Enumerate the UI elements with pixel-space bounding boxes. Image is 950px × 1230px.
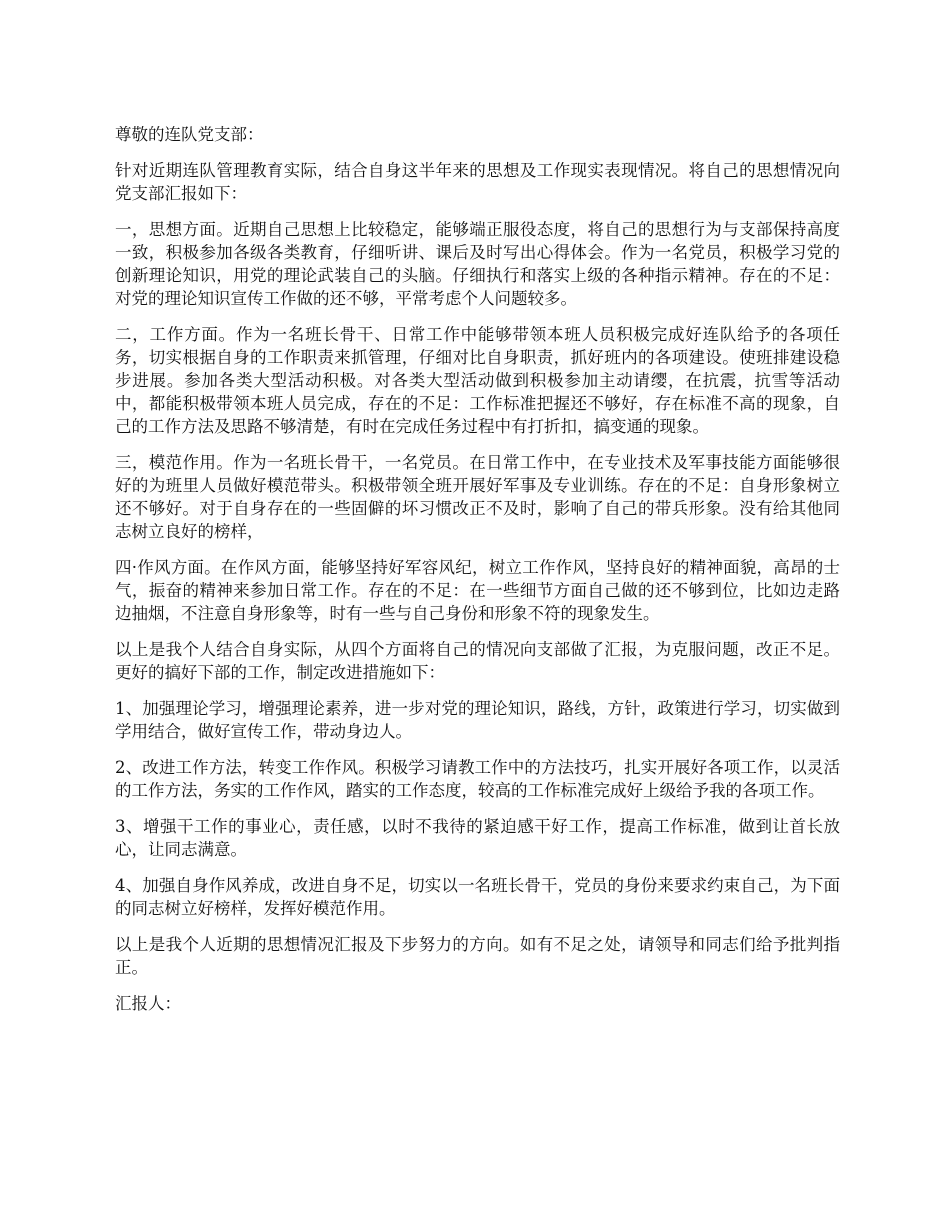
measure-item-2: 2、改进工作方法，转变工作作风。积极学习请教工作中的方法技巧，扎实开展好各项工作，以灵活的工作方法，务实的工作作风，踏实的工作态度，较高的工作标准完成好上级给予我的各项工作。	[115, 758, 840, 800]
paragraph-role-model: 三，模范作用。作为一名班长骨干，一名党员。在日常工作中，在专业技术及军事技能方面能够很好的为班里人员做好模范带头。积极带领全班开展好军事及专业训练。存在的不足：自身形象树立还不够好。对于自身存在的一些固僻的坏习惯改正不及时，影响了自己的带兵形象。没有给其他同志树立良好的榜样，	[115, 453, 840, 541]
paragraph-thought: 一，思想方面。近期自己思想上比较稳定，能够端正服役态度，将自己的思想行为与支部保持高度一致，积极参加各级各类教育，仔细听讲、课后及时写出心得体会。作为一名党员，积极学习党的创新理论知识，用党的理论武装自己的头脑。仔细执行和落实上级的各种指示精神。存在的不足：对党的理论知识宣传工作做的还不够，平常考虑个人问题较多。	[115, 220, 840, 308]
paragraph-intro: 针对近期连队管理教育实际，结合自身这半年来的思想及工作现实表现情况。将自己的思想情况向党支部汇报如下：	[115, 161, 840, 203]
paragraph-conduct: 四·作风方面。在作风方面，能够坚持好军容风纪，树立工作作风，坚持良好的精神面貌，高昂的士气，振奋的精神来参加日常工作。存在的不足：在一些细节方面自己做的还不够到位，比如边走路边抽烟，不注意自身形象等，时有一些与自己身份和形象不符的现象发生。	[115, 558, 840, 623]
paragraph-work: 二，工作方面。作为一名班长骨干、日常工作中能够带领本班人员积极完成好连队给予的各项任务，切实根据自身的工作职责来抓管理，仔细对比自身职责，抓好班内的各项建设。使班排建设稳步进展。参加各类大型活动积极。对各类大型活动做到积极参加主动请缨，在抗震，抗雪等活动中，都能积极带领本班人员完成，存在的不足：工作标准把握还不够好，存在标准不高的现象，自己的工作方法及思路不够清楚，有时在完成任务过程中有打折扣，搞变通的现象。	[115, 325, 840, 436]
measure-item-1: 1、加强理论学习，增强理论素养，进一步对党的理论知识，路线，方针，政策进行学习，切实做到学用结合，做好宣传工作，带动身边人。	[115, 699, 840, 741]
paragraph-summary: 以上是我个人结合自身实际，从四个方面将自己的情况向支部做了汇报，为克服问题，改正不足。更好的搞好下部的工作，制定改进措施如下：	[115, 640, 840, 682]
measure-item-4: 4、加强自身作风养成，改进自身不足，切实以一名班长骨干，党员的身份来要求约束自己，为下面的同志树立好榜样，发挥好模范作用。	[115, 876, 840, 918]
measure-item-3: 3、增强干工作的事业心，责任感，以时不我待的紧迫感干好工作，提高工作标准，做到让首长放心，让同志满意。	[115, 817, 840, 859]
paragraph-closing: 以上是我个人近期的思想情况汇报及下步努力的方向。如有不足之处，请领导和同志们给予批判指正。	[115, 935, 840, 977]
signature-label: 汇报人：	[115, 994, 181, 1013]
salutation: 尊敬的连队党支部：	[115, 125, 264, 144]
document-body	[115, 123, 840, 1028]
